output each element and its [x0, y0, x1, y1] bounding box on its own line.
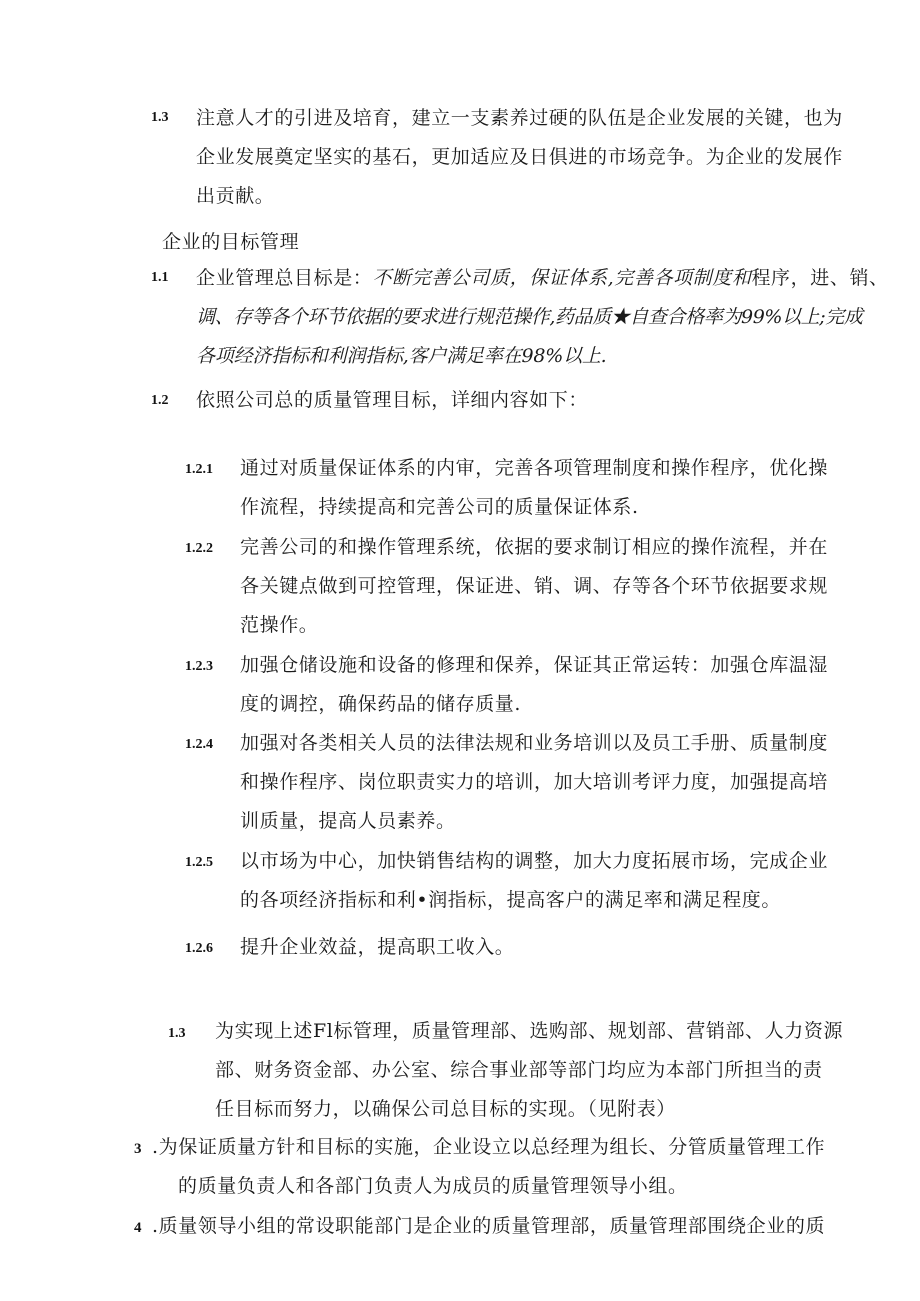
text-line: 完善公司的和操作管理系统，依据的要求制订相应的操作流程，并在 — [240, 536, 829, 558]
text-line: 为实现上述Fl标管理，质量管理部、选购部、规划部、营销部、人力资源 — [215, 1020, 844, 1042]
section-number: 1.2 — [151, 393, 169, 408]
paragraph-1-1-overall-goal — [196, 259, 889, 376]
text-line: 的质量负责人和各部门负责人为成员的质量管理领导小组。 — [178, 1175, 688, 1197]
goal-italic-text: 不断完善公司质，保证体系,完善各项制度和 — [372, 267, 752, 289]
text-line: 各关键点做到可控管理，保证进、销、调、存等各个环节依据要求规 — [240, 575, 829, 597]
goal-prefix: 企业管理总目标是： — [196, 267, 373, 289]
text-line: 的各项经济指标和利•润指标，提高客户的满足率和满足程度。 — [240, 889, 782, 911]
text-line: 依照公司总的质量管理目标，详细内容如下： — [196, 389, 589, 411]
text-line: .为保证质量方针和目标的实施，企业设立以总经理为组长、分管质量管理工作 — [152, 1136, 826, 1158]
paragraph-1-2-5 — [240, 842, 828, 920]
text-line: 通过对质量保证体系的内审，完善各项管理制度和操作程序，优化操 — [240, 457, 829, 479]
text-line: 作流程，持续提高和完善公司的质量保证体系. — [240, 496, 639, 518]
paragraph-1-3-talent — [196, 99, 843, 216]
text-line: 加强对各类相关人员的法律法规和业务培训以及员工手册、质量制度 — [240, 732, 829, 754]
text-line: 各项经济指标和利润指标,客户满足率在98%以上. — [196, 345, 607, 367]
text-line: 加强仓储设施和设备的修理和保养，保证其正常运转：加强仓库温湿 — [240, 654, 829, 676]
paragraph-3 — [152, 1128, 825, 1206]
paragraph-4 — [152, 1207, 825, 1246]
text-line: 范操作。 — [240, 614, 319, 636]
text-line: 注意人才的引进及培育，建立一支素养过硬的队伍是企业发展的关键，也为 — [196, 107, 843, 129]
section-number: 1.1 — [151, 270, 169, 285]
section-heading: 企业的目标管理 — [162, 231, 300, 253]
section-number: 1.3 — [151, 110, 169, 125]
section-number: 1.2.1 — [185, 462, 213, 477]
paragraph-1-2-1 — [240, 449, 828, 527]
section-number: 1.2.4 — [185, 737, 213, 752]
text-line: 出贡献。 — [196, 185, 275, 207]
section-number: 1.2.3 — [185, 659, 213, 674]
section-number: 1.2.2 — [185, 541, 213, 556]
text-line: 和操作程序、岗位职责实力的培训，加大培训考评力度，加强提高培 — [240, 771, 829, 793]
paragraph-1-2-3 — [240, 646, 828, 724]
section-number: 1.3 — [168, 1026, 186, 1041]
text-line: 度的调控，确保药品的储存质量. — [240, 693, 522, 715]
text-line: 部、财务资金部、办公室、综合事业部等部门均应为本部门所担当的责 — [215, 1059, 823, 1081]
paragraph-1-2-4 — [240, 724, 828, 841]
section-number: 1.2.6 — [185, 941, 213, 956]
paragraph-1-2-2 — [240, 528, 828, 645]
paragraph-1-2-6 — [240, 928, 514, 967]
text-line — [196, 259, 889, 298]
text-line: .质量领导小组的常设职能部门是企业的质量管理部，质量管理部围绕企业的质 — [152, 1215, 826, 1237]
section-number: 1.2.5 — [185, 855, 213, 870]
text-line: 训质量，提高人员素养。 — [240, 810, 456, 832]
paragraph-1-3-departments — [215, 1012, 843, 1129]
text-line: 以市场为中心，加快销售结构的调整，加大力度拓展市场，完成企业 — [240, 850, 829, 872]
text-line: 任目标而努力，以确保公司总目标的实现。（见附表） — [215, 1098, 676, 1120]
text-line: 提升企业效益，提高职工收入。 — [240, 936, 515, 958]
item-number: 3 — [134, 1141, 142, 1157]
goal-tail-text: 程序，进、销、 — [751, 267, 889, 289]
text-line: 调、存等各个环节依据的要求进行规范操作,药品质★自查合格率为99%以上;完成 — [196, 306, 863, 328]
item-number: 4 — [134, 1220, 142, 1236]
text-line: 企业发展奠定坚实的基石，更加适应及日俱进的市场竞争。为企业的发展作 — [196, 146, 843, 168]
paragraph-1-2 — [196, 381, 588, 420]
